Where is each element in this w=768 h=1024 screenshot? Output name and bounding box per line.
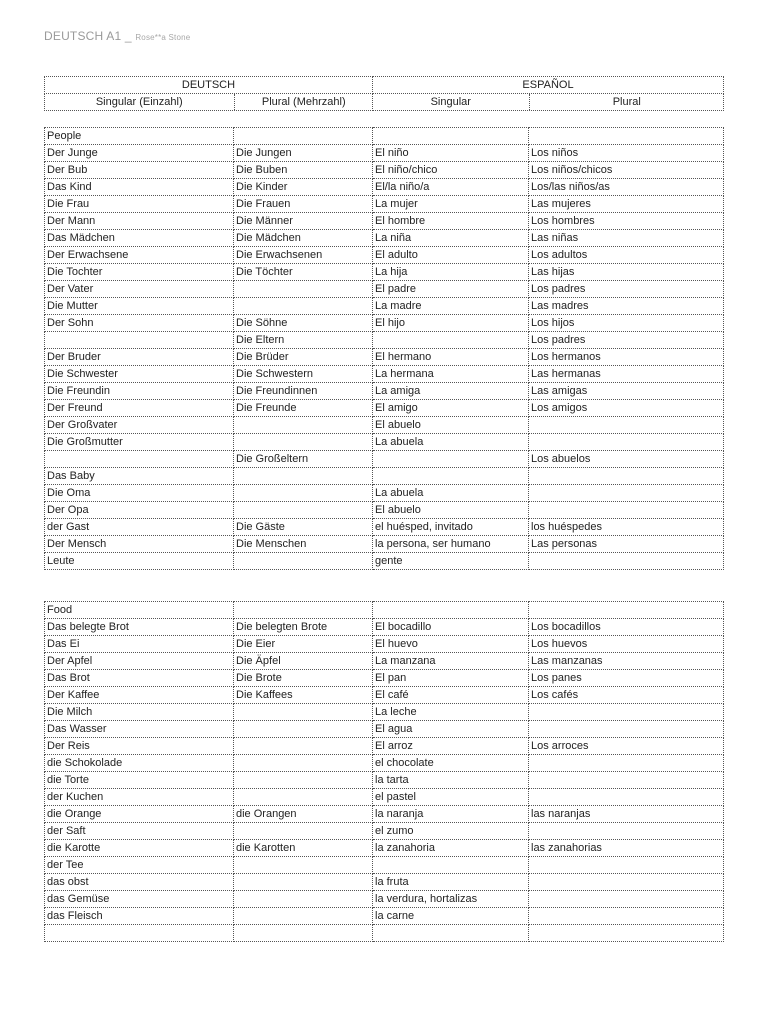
cell-es-plural: Las manzanas: [529, 653, 724, 670]
table-row: [45, 145, 724, 162]
cell-de-plural: Die Jungen: [234, 145, 373, 162]
cell-de-singular: Der Bub: [45, 162, 234, 179]
cell-es-singular: El pan: [373, 670, 529, 687]
cell-de-singular: die Torte: [45, 772, 234, 789]
cell-es-singular: El niño/chico: [373, 162, 529, 179]
table-row: [45, 823, 724, 840]
cell-es-singular: La mujer: [373, 196, 529, 213]
cell-de-plural: Die Brüder: [234, 349, 373, 366]
table-row: [45, 704, 724, 721]
cell-de-plural: [234, 281, 373, 298]
cell-de-singular: Das Mädchen: [45, 230, 234, 247]
table-row: [45, 247, 724, 264]
cell-de-plural: [234, 502, 373, 519]
cell-de-plural: [234, 468, 373, 485]
table-row: [45, 213, 724, 230]
document-title-main: DEUTSCH A1 _: [44, 29, 132, 43]
table-row: [45, 772, 724, 789]
cell-es-singular: El hijo: [373, 315, 529, 332]
cell-es-singular: [373, 468, 529, 485]
cell-de-plural: Die Söhne: [234, 315, 373, 332]
cell-de-singular: Die Milch: [45, 704, 234, 721]
header-column-row: [45, 94, 724, 111]
table-row: [45, 738, 724, 755]
cell-de-singular: Der Vater: [45, 281, 234, 298]
cell-de-singular: die Orange: [45, 806, 234, 823]
table-row: [45, 162, 724, 179]
cell-es-singular: El adulto: [373, 247, 529, 264]
table-row: [45, 619, 724, 636]
cell-es-singular: el huésped, invitado: [373, 519, 529, 536]
empty-cell: [373, 602, 529, 619]
cell-es-singular: El arroz: [373, 738, 529, 755]
cell-es-plural: Los huevos: [529, 636, 724, 653]
cell-de-singular: Das Wasser: [45, 721, 234, 738]
cell-de-singular: Das Baby: [45, 468, 234, 485]
table-row: [45, 553, 724, 570]
cell-es-plural: Las madres: [529, 298, 724, 315]
table-row: [45, 687, 724, 704]
cell-de-singular: Die Mutter: [45, 298, 234, 315]
cell-es-singular: La madre: [373, 298, 529, 315]
cell-es-singular: la carne: [373, 908, 529, 925]
table-row: [45, 874, 724, 891]
cell-es-singular: La abuela: [373, 434, 529, 451]
cell-de-plural: [234, 417, 373, 434]
document-title-sub: Rose**a Stone: [135, 33, 191, 42]
cell-de-plural: Die Gäste: [234, 519, 373, 536]
header-es-plural: Plural: [612, 96, 641, 108]
cell-de-plural: Die Eier: [234, 636, 373, 653]
cell-es-plural: [529, 704, 724, 721]
cell-es-singular: la naranja: [373, 806, 529, 823]
cell-de-singular: Die Oma: [45, 485, 234, 502]
cell-de-plural: [234, 823, 373, 840]
cell-de-singular: der Kuchen: [45, 789, 234, 806]
cell-de-singular: Der Apfel: [45, 653, 234, 670]
cell-es-plural: [529, 434, 724, 451]
cell-de-singular: der Gast: [45, 519, 234, 536]
header-group-row: [45, 77, 724, 94]
document-title: [44, 29, 190, 43]
cell-es-plural: [529, 908, 724, 925]
cell-de-singular: [45, 451, 234, 468]
table-row: [45, 315, 724, 332]
cell-de-singular: Der Großvater: [45, 417, 234, 434]
table-row: [45, 485, 724, 502]
cell-de-plural: [234, 485, 373, 502]
cell-de-singular: Die Tochter: [45, 264, 234, 281]
cell-es-singular: El agua: [373, 721, 529, 738]
cell-de-plural: Die Freunde: [234, 400, 373, 417]
cell-de-singular: Leute: [45, 553, 234, 570]
cell-es-plural: Los arroces: [529, 738, 724, 755]
cell-de-plural: Die Buben: [234, 162, 373, 179]
cell-es-plural: las zanahorias: [529, 840, 724, 857]
cell-de-plural: [234, 704, 373, 721]
cell-de-singular: das obst: [45, 874, 234, 891]
cell-es-plural: Las personas: [529, 536, 724, 553]
cell-de-singular: Das Brot: [45, 670, 234, 687]
table-row: [45, 925, 724, 942]
cell-es-plural: Los hombres: [529, 213, 724, 230]
food-table: [44, 601, 724, 942]
cell-es-plural: Los amigos: [529, 400, 724, 417]
cell-de-plural: Die Schwestern: [234, 366, 373, 383]
cell-de-plural: Die Männer: [234, 213, 373, 230]
cell-es-singular: [373, 857, 529, 874]
cell-de-plural: [234, 755, 373, 772]
cell-de-singular: Die Schwester: [45, 366, 234, 383]
cell-es-singular: La hermana: [373, 366, 529, 383]
cell-es-plural: [529, 857, 724, 874]
cell-es-singular: La manzana: [373, 653, 529, 670]
cell-de-singular: Die Frau: [45, 196, 234, 213]
cell-es-singular: El niño: [373, 145, 529, 162]
cell-es-plural: los huéspedes: [529, 519, 724, 536]
people-table: [44, 127, 724, 570]
cell-de-singular: Der Freund: [45, 400, 234, 417]
cell-de-singular: [45, 925, 234, 942]
table-row: [45, 264, 724, 281]
cell-es-singular: [373, 451, 529, 468]
cell-es-singular: El hombre: [373, 213, 529, 230]
cell-es-singular: El bocadillo: [373, 619, 529, 636]
cell-de-singular: das Fleisch: [45, 908, 234, 925]
table-row: [45, 451, 724, 468]
table-row: [45, 230, 724, 247]
table-row: [45, 502, 724, 519]
cell-de-singular: das Gemüse: [45, 891, 234, 908]
table-row: [45, 806, 724, 823]
cell-de-plural: [234, 721, 373, 738]
cell-es-plural: Las hermanas: [529, 366, 724, 383]
table-row: [45, 789, 724, 806]
cell-es-plural: [529, 789, 724, 806]
table-row: [45, 653, 724, 670]
cell-de-plural: Die Freundinnen: [234, 383, 373, 400]
cell-es-plural: Los niños: [529, 145, 724, 162]
cell-es-plural: Los abuelos: [529, 451, 724, 468]
header-group-espanol: ESPAÑOL: [373, 77, 724, 94]
cell-de-plural: Die Brote: [234, 670, 373, 687]
cell-es-plural: [529, 485, 724, 502]
cell-es-plural: Los hermanos: [529, 349, 724, 366]
cell-de-singular: Der Bruder: [45, 349, 234, 366]
empty-cell: [234, 602, 373, 619]
cell-es-plural: las naranjas: [529, 806, 724, 823]
cell-es-plural: [529, 891, 724, 908]
cell-es-singular: El abuelo: [373, 502, 529, 519]
cell-es-plural: Las niñas: [529, 230, 724, 247]
header-es-singular: Singular: [373, 94, 529, 110]
cell-de-singular: Das Kind: [45, 179, 234, 196]
cell-de-plural: [234, 553, 373, 570]
table-row: [45, 417, 724, 434]
cell-de-singular: Das Ei: [45, 636, 234, 653]
table-row: [45, 434, 724, 451]
cell-es-singular: la verdura, hortalizas: [373, 891, 529, 908]
table-row: [45, 857, 724, 874]
cell-de-plural: Die Äpfel: [234, 653, 373, 670]
cell-es-singular: el chocolate: [373, 755, 529, 772]
table-row: [45, 468, 724, 485]
cell-de-singular: die Schokolade: [45, 755, 234, 772]
cell-es-singular: La amiga: [373, 383, 529, 400]
cell-es-plural: Los panes: [529, 670, 724, 687]
cell-es-singular: El amigo: [373, 400, 529, 417]
header-group-deutsch: DEUTSCH: [45, 77, 373, 94]
table-row: [45, 840, 724, 857]
cell-es-plural: Las amigas: [529, 383, 724, 400]
cell-de-singular: Die Freundin: [45, 383, 234, 400]
cell-es-singular: El huevo: [373, 636, 529, 653]
cell-es-plural: [529, 874, 724, 891]
header-table: [44, 76, 724, 111]
table-row: [45, 891, 724, 908]
section-title-row: [45, 602, 724, 619]
table-row: [45, 332, 724, 349]
table-row: [45, 383, 724, 400]
cell-es-plural: Los/las niños/as: [529, 179, 724, 196]
cell-de-plural: [234, 857, 373, 874]
table-row: [45, 349, 724, 366]
cell-de-singular: Der Reis: [45, 738, 234, 755]
cell-es-singular: La leche: [373, 704, 529, 721]
cell-es-singular: El café: [373, 687, 529, 704]
cell-de-plural: Die Töchter: [234, 264, 373, 281]
table-row: [45, 366, 724, 383]
table-row: [45, 400, 724, 417]
cell-es-singular: la persona, ser humano: [373, 536, 529, 553]
table-row: [45, 281, 724, 298]
cell-es-plural: Los hijos: [529, 315, 724, 332]
cell-de-plural: die Karotten: [234, 840, 373, 857]
table-row: [45, 196, 724, 213]
cell-es-plural: [529, 417, 724, 434]
cell-es-plural: Los niños/chicos: [529, 162, 724, 179]
cell-de-plural: [234, 891, 373, 908]
table-row: [45, 721, 724, 738]
cell-de-singular: Der Opa: [45, 502, 234, 519]
cell-es-singular: gente: [373, 553, 529, 570]
header-de-plural: Plural (Mehrzahl): [261, 96, 346, 108]
cell-es-plural: [529, 823, 724, 840]
cell-de-plural: Die Eltern: [234, 332, 373, 349]
cell-es-plural: Los padres: [529, 332, 724, 349]
empty-cell: [373, 128, 529, 145]
cell-de-plural: [234, 908, 373, 925]
cell-de-plural: [234, 789, 373, 806]
cell-es-plural: Los adultos: [529, 247, 724, 264]
cell-es-plural: Las hijas: [529, 264, 724, 281]
cell-es-singular: El/la niño/a: [373, 179, 529, 196]
cell-de-plural: [234, 925, 373, 942]
cell-es-plural: [529, 553, 724, 570]
table-row: [45, 636, 724, 653]
cell-de-singular: der Saft: [45, 823, 234, 840]
cell-de-singular: Die Großmutter: [45, 434, 234, 451]
header-de-singular: Singular (Einzahl): [45, 94, 234, 110]
cell-es-plural: [529, 721, 724, 738]
cell-es-singular: El hermano: [373, 349, 529, 366]
cell-es-plural: [529, 772, 724, 789]
cell-de-singular: Der Mensch: [45, 536, 234, 553]
cell-es-singular: la zanahoria: [373, 840, 529, 857]
cell-es-singular: [373, 925, 529, 942]
empty-cell: [529, 602, 724, 619]
section-title: Food: [45, 602, 234, 619]
cell-es-singular: el zumo: [373, 823, 529, 840]
cell-de-plural: Die Frauen: [234, 196, 373, 213]
cell-es-singular: [373, 332, 529, 349]
cell-de-singular: [45, 332, 234, 349]
header-de-columns: [45, 94, 373, 111]
cell-de-singular: der Tee: [45, 857, 234, 874]
cell-de-plural: Die Mädchen: [234, 230, 373, 247]
cell-es-plural: Los bocadillos: [529, 619, 724, 636]
cell-es-singular: El padre: [373, 281, 529, 298]
cell-es-plural: Los cafés: [529, 687, 724, 704]
cell-es-plural: Las mujeres: [529, 196, 724, 213]
cell-es-plural: [529, 755, 724, 772]
cell-es-singular: el pastel: [373, 789, 529, 806]
cell-de-plural: [234, 772, 373, 789]
section-title: People: [45, 128, 234, 145]
cell-es-singular: la fruta: [373, 874, 529, 891]
cell-de-singular: Das belegte Brot: [45, 619, 234, 636]
empty-cell: [234, 128, 373, 145]
cell-de-plural: die Orangen: [234, 806, 373, 823]
cell-es-plural: [529, 502, 724, 519]
header-es-columns: [373, 94, 724, 111]
cell-de-singular: Der Mann: [45, 213, 234, 230]
table-row: [45, 755, 724, 772]
cell-de-plural: [234, 874, 373, 891]
empty-cell: [529, 128, 724, 145]
cell-es-singular: La niña: [373, 230, 529, 247]
cell-de-plural: [234, 434, 373, 451]
section-title-row: [45, 128, 724, 145]
cell-de-plural: [234, 298, 373, 315]
cell-de-plural: Die Großeltern: [234, 451, 373, 468]
cell-de-singular: Der Kaffee: [45, 687, 234, 704]
table-row: [45, 179, 724, 196]
cell-es-singular: La abuela: [373, 485, 529, 502]
cell-es-singular: El abuelo: [373, 417, 529, 434]
cell-de-singular: Der Sohn: [45, 315, 234, 332]
cell-de-plural: Die belegten Brote: [234, 619, 373, 636]
cell-de-plural: Die Kinder: [234, 179, 373, 196]
table-row: [45, 519, 724, 536]
cell-es-plural: Los padres: [529, 281, 724, 298]
table-row: [45, 536, 724, 553]
cell-de-plural: Die Erwachsenen: [234, 247, 373, 264]
cell-es-plural: [529, 468, 724, 485]
cell-es-singular: la tarta: [373, 772, 529, 789]
cell-de-plural: [234, 738, 373, 755]
table-row: [45, 908, 724, 925]
cell-de-singular: die Karotte: [45, 840, 234, 857]
table-row: [45, 670, 724, 687]
cell-de-singular: Der Erwachsene: [45, 247, 234, 264]
cell-de-plural: Die Menschen: [234, 536, 373, 553]
cell-de-singular: Der Junge: [45, 145, 234, 162]
cell-es-singular: La hija: [373, 264, 529, 281]
cell-es-plural: [529, 925, 724, 942]
cell-de-plural: Die Kaffees: [234, 687, 373, 704]
table-row: [45, 298, 724, 315]
